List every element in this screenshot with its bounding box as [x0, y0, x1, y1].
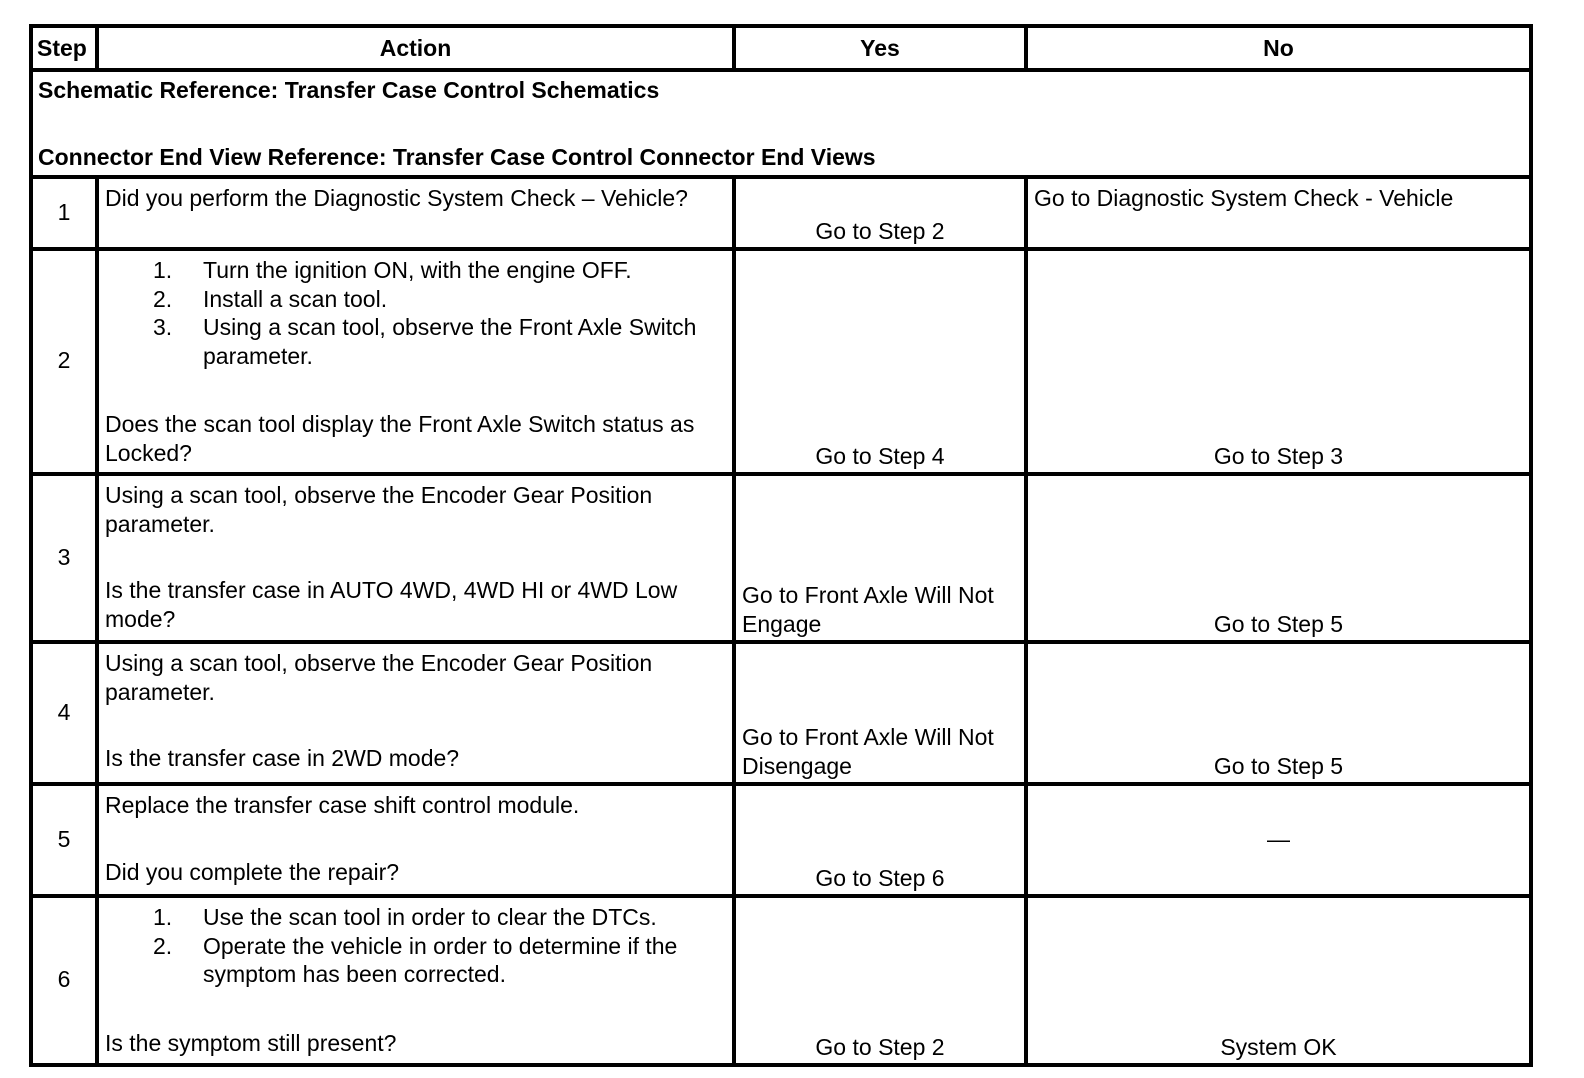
- action-question: Is the transfer case in AUTO 4WD, 4WD HI or 4WD Low mode?: [105, 577, 678, 632]
- action-cell: [97, 896, 734, 1065]
- table-row: [31, 474, 1531, 642]
- no-cell: Go to Diagnostic System Check - Vehicle: [1026, 177, 1531, 249]
- action-question: Does the scan tool display the Front Axle Switch status as Locked?: [105, 411, 695, 466]
- action-cell: [97, 642, 734, 784]
- substep-number: 1.: [153, 257, 173, 283]
- substep-number: 2.: [153, 285, 173, 312]
- step-number: 2: [31, 249, 97, 474]
- yes-cell: Go to Step 2: [734, 177, 1026, 249]
- header-row: [31, 26, 1531, 70]
- table-row: [31, 177, 1531, 249]
- yes-cell: Go to Step 6: [734, 784, 1026, 896]
- substep: [105, 256, 726, 285]
- no-cell: Go to Step 5: [1026, 642, 1531, 784]
- substep-text: Install a scan tool.: [203, 285, 388, 312]
- substep-number: 2.: [153, 932, 173, 959]
- action-question: Did you perform the Diagnostic System Check – Vehicle?: [105, 185, 688, 211]
- action-header: Action: [97, 26, 734, 70]
- yes-cell: Go to Step 2: [734, 896, 1026, 1065]
- substep-text: Use the scan tool in order to clear the DTCs.: [203, 904, 657, 930]
- substep-number: 1.: [153, 904, 173, 930]
- substep-list: [105, 903, 726, 989]
- no-cell: Go to Step 3: [1026, 249, 1531, 474]
- no-header: No: [1026, 26, 1531, 70]
- substep-text: Operate the vehicle in order to determine if the symptom has been corrected.: [203, 932, 678, 987]
- action-instruction: Using a scan tool, observe the Encoder Gear Position parameter.: [105, 482, 653, 537]
- no-cell: Go to Step 5: [1026, 474, 1531, 642]
- substep: [105, 285, 726, 314]
- substep-text: Using a scan tool, observe the Front Axle Switch parameter.: [203, 314, 697, 369]
- diagnostic-table: [29, 24, 1533, 1067]
- action-question: Did you complete the repair?: [105, 858, 400, 885]
- substep-list: [105, 256, 726, 370]
- yes-header: Yes: [734, 26, 1026, 70]
- action-question: Is the symptom still present?: [105, 1029, 397, 1056]
- step-number: 1: [31, 177, 97, 249]
- step-number: 5: [31, 784, 97, 896]
- substep: [105, 903, 726, 932]
- yes-cell: Go to Step 4: [734, 249, 1026, 474]
- action-cell: [97, 249, 734, 474]
- reference-row: [31, 70, 1531, 177]
- connector-reference: Connector End View Reference: Transfer Case Control Connector End Views: [38, 143, 876, 170]
- substep: [105, 932, 726, 989]
- action-instruction: Replace the transfer case shift control module.: [105, 792, 580, 818]
- step-number: 6: [31, 896, 97, 1065]
- step-number: 4: [31, 642, 97, 784]
- substep: [105, 313, 726, 370]
- table-row: [31, 784, 1531, 896]
- substep-text: Turn the ignition ON, with the engine OFF.: [203, 257, 632, 283]
- table-row: [31, 896, 1531, 1065]
- table-row: [31, 642, 1531, 784]
- step-number: 3: [31, 474, 97, 642]
- substep-number: 3.: [153, 314, 173, 340]
- action-cell: [97, 474, 734, 642]
- yes-cell: Go to Front Axle Will Not Engage: [734, 474, 1026, 642]
- yes-cell: Go to Front Axle Will Not Disengage: [734, 642, 1026, 784]
- action-cell: [97, 784, 734, 896]
- action-instruction: Using a scan tool, observe the Encoder Gear Position parameter.: [105, 650, 653, 705]
- table-row: [31, 249, 1531, 474]
- schematic-reference: Schematic Reference: Transfer Case Control Schematics: [38, 77, 660, 103]
- no-cell: —: [1026, 784, 1531, 896]
- action-cell: [97, 177, 734, 249]
- action-question: Is the transfer case in 2WD mode?: [105, 745, 460, 771]
- no-cell: System OK: [1026, 896, 1531, 1065]
- step-header: Step: [31, 26, 97, 70]
